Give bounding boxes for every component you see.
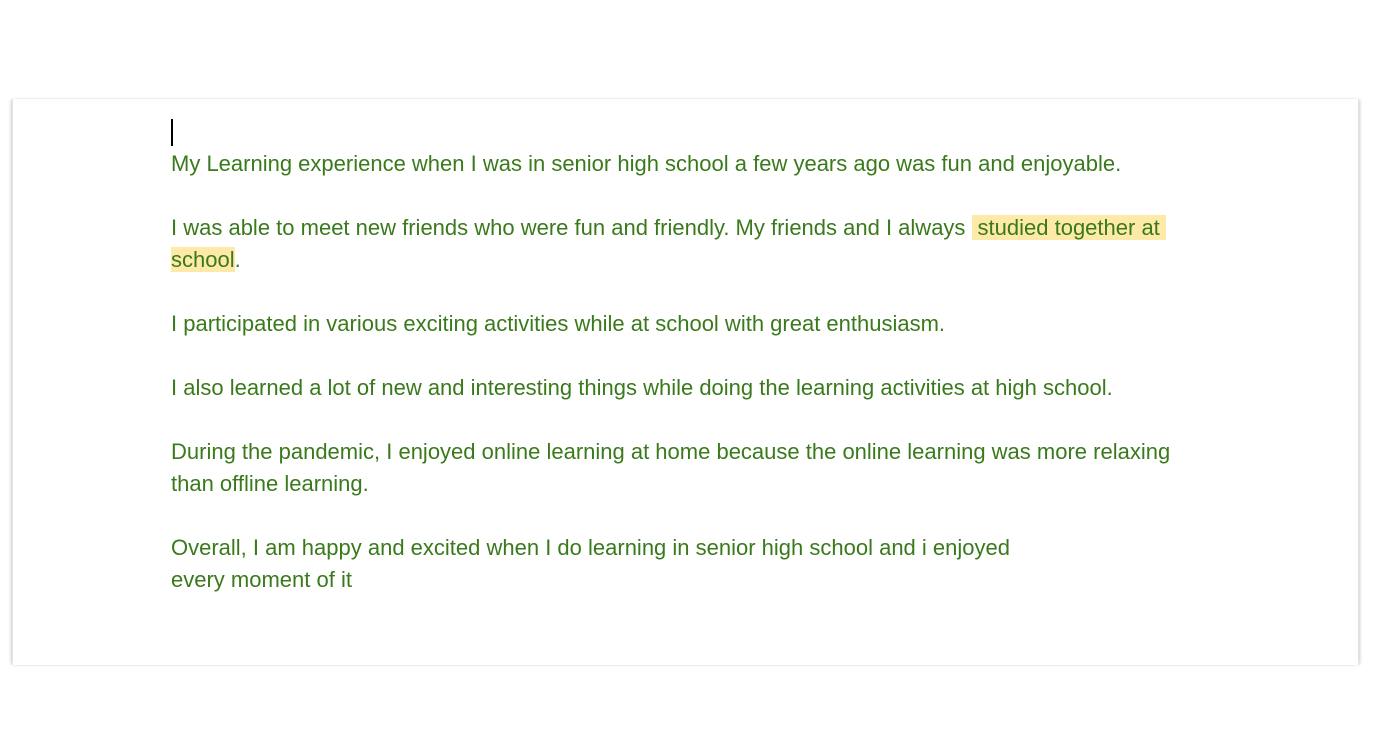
paragraph-5[interactable]: [171, 436, 1291, 500]
document-body[interactable]: [171, 148, 1291, 596]
paragraph-3[interactable]: [171, 308, 1291, 340]
paragraph-2[interactable]: [171, 212, 1291, 276]
paragraph-5-line-2: than offline learning.: [171, 471, 369, 496]
paragraph-6-line-1: Overall, I am happy and excited when I do learning in senior high school and i enjoyed: [171, 535, 1010, 560]
paragraph-1[interactable]: [171, 148, 1291, 180]
document-page[interactable]: [12, 99, 1359, 665]
text-cursor: [171, 119, 173, 146]
highlighted-text-continued[interactable]: school: [171, 247, 235, 272]
paragraph-4-text: I also learned a lot of new and interesting things while doing the learning activities at high school.: [171, 375, 1113, 400]
paragraph-1-text: My Learning experience when I was in senior high school a few years ago was fun and enjoyable.: [171, 151, 1122, 176]
paragraph-5-line-1: During the pandemic, I enjoyed online learning at home because the online learning was more relaxing: [171, 439, 1171, 464]
paragraph-6-line-2: every moment of it: [171, 567, 352, 592]
paragraph-3-text: I participated in various exciting activities while at school with great enthusiasm.: [171, 311, 946, 336]
paragraph-6[interactable]: [171, 532, 1291, 596]
highlighted-text[interactable]: studied together at: [972, 215, 1166, 240]
paragraph-4[interactable]: [171, 372, 1291, 404]
paragraph-2-end: .: [234, 247, 241, 272]
paragraph-2-text: I was able to meet new friends who were fun and friendly. My friends and I always: [171, 215, 972, 240]
